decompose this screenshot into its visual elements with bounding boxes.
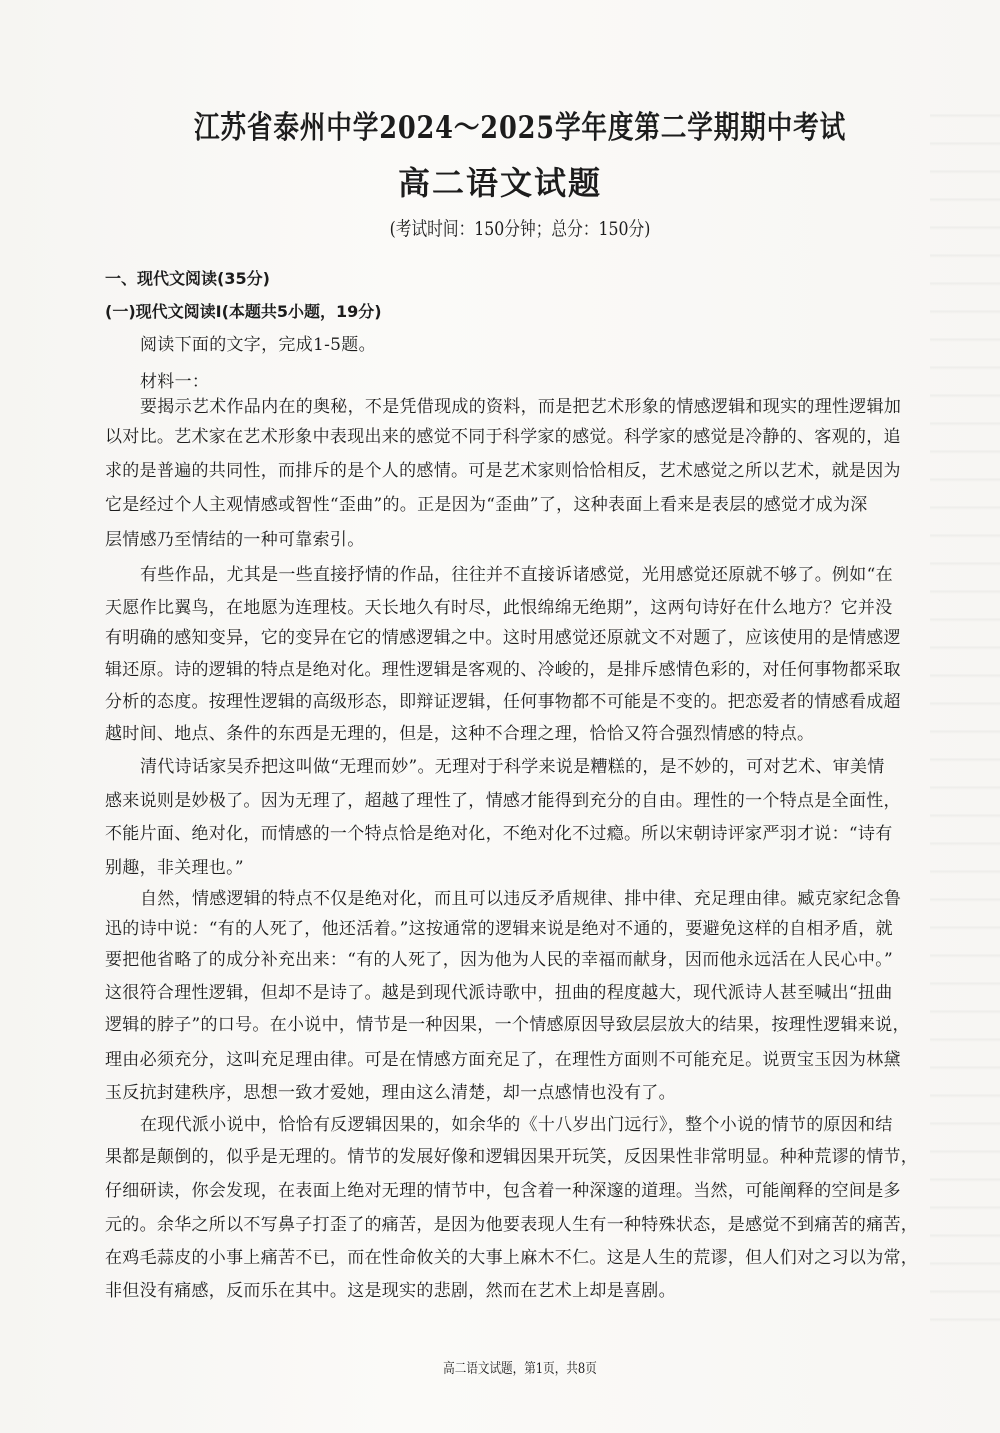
page-footer: 高二语文试题，第1页，共8页	[443, 1361, 597, 1377]
text-line: 在现代派小说中，恰恰有反逻辑因果的，如余华的《十八岁出门远行》，整个小说的情节的原因和结	[140, 1115, 893, 1135]
text-line: 要揭示艺术作品内在的奥秘，不是凭借现成的资料，而是把艺术形象的情感逻辑和现实的理性逻辑加	[140, 397, 902, 417]
text-line: 有些作品，尤其是一些直接抒情的作品，往往并不直接诉诸感觉，光用感觉还原就不够了。例如“在	[140, 565, 893, 585]
text-line: 在鸡毛蒜皮的小事上痛苦不已，而在性命攸关的大事上麻木不仁。这是人生的荒谬，但人们对之习以为常，	[105, 1248, 919, 1268]
text-line: 清代诗话家吴乔把这叫做“无理而妙”。无理对于科学来说是糟糕的，是不妙的，可对艺术、审美情	[140, 757, 885, 777]
exam-subtitle: 高二语文试题	[397, 164, 602, 202]
text-line: 迅的诗中说：“有的人死了，他还活着。”这按通常的逻辑来说是绝对不通的，要避免这样的自相矛盾，就	[105, 919, 893, 939]
text-line: 不能片面、绝对化，而情感的一个特点恰是绝对化，不绝对化不过瘾。所以宋朝诗评家严羽才说：“诗有	[105, 824, 893, 844]
text-line: 玉反抗封建秩序，思想一致才爱她，理由这么清楚，却一点感情也没有了。	[105, 1083, 676, 1103]
text-line: 越时间、地点、条件的东西是无理的，但是，这种不合理之理，恰恰又符合强烈情感的特点。	[105, 724, 815, 744]
text-line: 要把他省略了的成分补充出来：“有的人死了，因为他为人民的幸福而献身，因而他永远活在人民心中。”	[105, 950, 893, 970]
text-line: 层情感乃至情结的一种可靠索引。	[105, 530, 365, 550]
text-line: 天愿作比翼鸟，在地愿为连理枝。天长地久有时尽，此恨绵绵无绝期”，这两句诗好在什么地方？它并没	[105, 598, 893, 618]
text-line: 非但没有痛感，反而乐在其中。这是现实的悲剧，然而在艺术上却是喜剧。	[105, 1281, 676, 1301]
text-line: 别趣，非关理也。”	[105, 858, 244, 878]
text-line: 有明确的感知变异，它的变异在它的情感逻辑之中。这时用感觉还原就文不对题了，应该使用的是情感逻	[105, 628, 901, 648]
text-line: 感来说则是妙极了。因为无理了，超越了理性了，情感才能得到充分的自由。理性的一个特点是全面性，	[105, 791, 901, 811]
text-line: 这很符合理性逻辑，但却不是诗了。越是到现代派诗歌中，扭曲的程度越大，现代派诗人甚至喊出“扭曲	[105, 983, 893, 1003]
text-line: 它是经过个人主观情感或智性“歪曲”的。正是因为“歪曲”了，这种表面上看来是表层的感觉才成为深	[105, 495, 868, 515]
text-line: 果都是颠倒的，似乎是无理的。情节的发展好像和逻辑因果开玩笑，反因果性非常明显。种种荒谬的情节，	[105, 1147, 919, 1167]
section-heading: 一、现代文阅读(35分)	[105, 269, 270, 288]
instructions: 阅读下面的文字，完成1-5题。	[140, 335, 376, 355]
text-line: 辑还原。诗的逻辑的特点是绝对化。理性逻辑是客观的、冷峻的，是排斥感情色彩的，对任何事物都采取	[105, 660, 901, 680]
text-line: 元的。余华之所以不写鼻子打歪了的痛苦，是因为他要表现人生有一种特殊状态，是感觉不到痛苦的痛苦，	[105, 1215, 919, 1235]
text-line: 理由必须充分，这叫充足理由律。可是在情感方面充足了，在理性方面则不可能充足。说贾宝玉因为林黛	[105, 1050, 901, 1070]
text-line: 仔细研读，你会发现，在表面上绝对无理的情节中，包含着一种深邃的道理。当然，可能阐释的空间是多	[105, 1181, 901, 1201]
text-line: 逻辑的脖子”的口号。在小说中，情节是一种因果，一个情感原因导致层层放大的结果，按理性逻辑来说，	[105, 1015, 910, 1035]
material-label: 材料一：	[140, 372, 210, 392]
text-line: 自然，情感逻辑的特点不仅是绝对化，而且可以违反矛盾规律、排中律、充足理由律。臧克家纪念鲁	[140, 889, 902, 909]
show-through-margin	[930, 90, 1000, 1330]
subsection-heading: (一)现代文阅读Ⅰ(本题共5小题，19分)	[105, 302, 382, 321]
exam-title: 江苏省泰州中学2024～2025学年度第二学期期中考试	[193, 110, 847, 146]
text-line: 求的是普遍的共同性，而排斥的是个人的感情。可是艺术家则恰恰相反，艺术感觉之所以艺术，就是因为	[105, 461, 901, 481]
text-line: 分析的态度。按理性逻辑的高级形态，即辩证逻辑，任何事物都不可能是不变的。把恋爱者的情感看成超	[105, 692, 901, 712]
text-line: 以对比。艺术家在艺术形象中表现出来的感觉不同于科学家的感觉。科学家的感觉是冷静的、客观的，追	[105, 427, 901, 447]
exam-info: (考试时间：150分钟；总分：150分)	[389, 218, 651, 240]
